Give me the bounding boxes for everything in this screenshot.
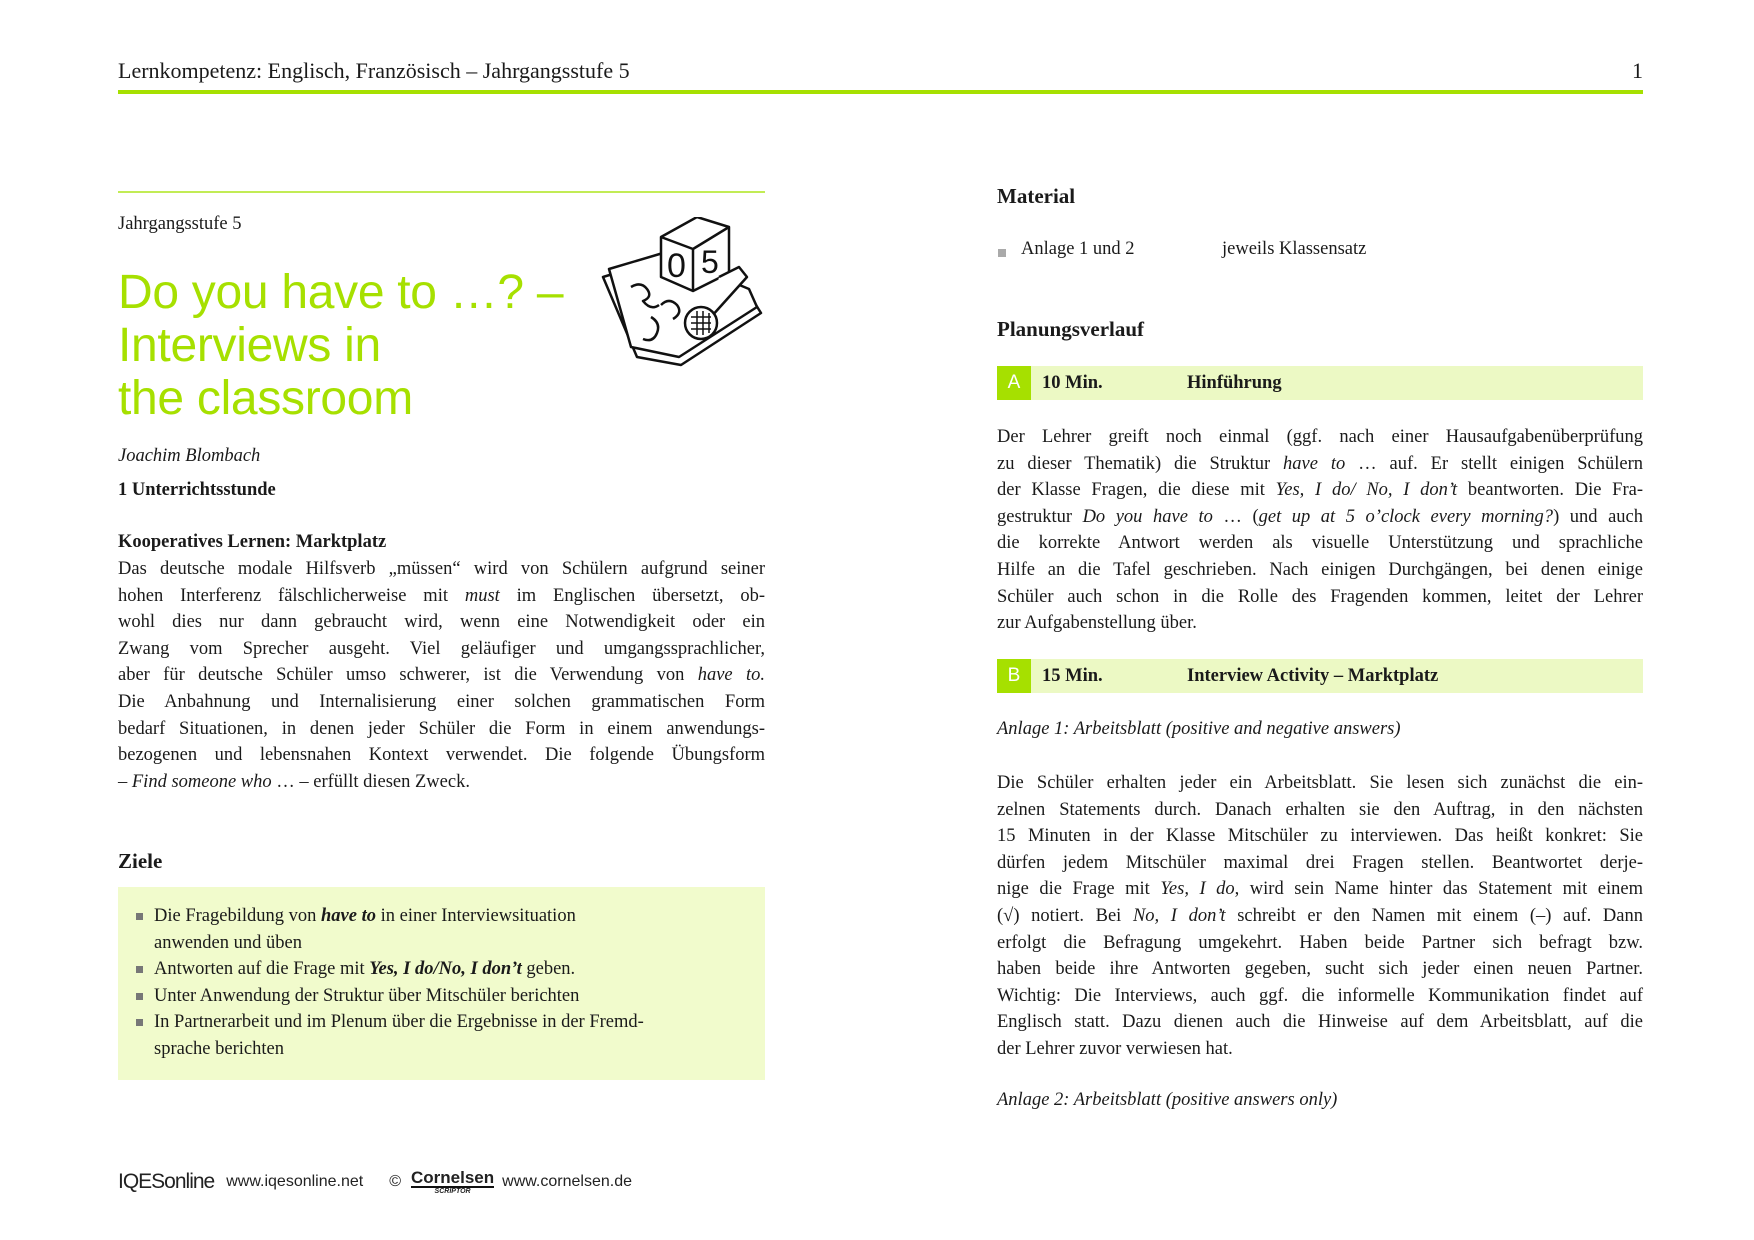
svg-text:0: 0 [667,247,686,285]
bullet-icon [136,993,143,1000]
text-segment: haben beide ihre Antworten gegeben, sucht sich jeder einen neuen Partner. [997,959,1643,980]
text-segment: wohl dies nur dann gebraucht wird, wenn eine Notwendigkeit oder ein [118,612,765,633]
text-segment: … ( [1212,506,1259,527]
material-item [997,239,1643,265]
text-segment: im Englischen übersetzt, ob- [499,585,766,606]
text-line [154,930,738,957]
text-segment: , wird sein Name hinter das Statement mit einem [1234,879,1643,900]
intro-paragraph [118,556,765,795]
text-segment: … auf. Er stellt einigen Schülern [1345,453,1643,474]
bullet-icon [136,966,143,973]
text-line [997,930,1643,957]
text-segment: Antworten auf die Frage mit [154,959,370,980]
text-segment: hohen Interferenz fälschlicherweise mit [118,585,465,606]
text-line [997,477,1643,504]
text-line [997,797,1643,824]
bullet-icon [998,249,1006,257]
text-line [118,716,765,743]
lesson-duration: 1 Unterrichtsstunde [118,480,276,500]
page-title [118,266,563,425]
text-segment: In Partnerarbeit und im Plenum über die Ergebnisse in der Fremd- [154,1012,644,1033]
emphasis-text: Do you have to [1082,506,1213,527]
text-segment: in einer Interviewsituation [375,906,576,926]
text-segment: zelnen Statements durch. Danach erhalten sie den Auftrag, in den nächsten [997,799,1643,820]
text-line [997,557,1643,584]
text-segment: sprache berichten [154,1038,284,1059]
emphasis-text: No, I don’t [1132,905,1226,926]
material-quantity: jeweils Klassensatz [1222,239,1367,259]
text-line [997,903,1643,930]
text-segment: bezogenen und lebensnahen Kontext verwendet. Die folgende Übungsform [118,745,765,766]
text-segment: Die Anbahnung und Internalisierung einer solchen grammatischen Form [118,691,765,712]
text-line [154,903,738,930]
title-line: Interviews in [118,319,381,372]
text-line [118,662,765,689]
text-line [997,876,1643,903]
text-segment: (√) notiert. Bei [997,905,1133,926]
goals-box [118,887,765,1080]
anlage-2-label: Anlage 2: Arbeitsblatt (positive answers only) [997,1090,1338,1110]
text-segment: der Klasse Fragen, die diese mit [997,480,1276,501]
emphasis-text: Find someone who [131,771,272,792]
text-segment: geben. [521,959,576,980]
text-line [997,823,1643,850]
text-segment: Hilfe an die Tafel geschrieben. Nach einigen Durchgängen, bei denen einige [997,559,1643,580]
text-line [997,983,1643,1010]
text-line [154,1036,738,1063]
cornelsen-link[interactable]: www.cornelsen.de [502,1173,632,1190]
goals-heading: Ziele [118,849,163,873]
emphasis-text: must [464,585,500,606]
text-line [118,636,765,663]
phase-badge: A [997,366,1031,400]
phase-a-bar [997,366,1643,400]
text-line [118,769,765,796]
text-segment: der Lehrer zuvor verwiesen hat. [997,1038,1233,1059]
bullet-icon [136,913,143,920]
text-line [997,770,1643,797]
text-segment: Zwang vom Sprecher ausgeht. Viel geläufiger und umgangssprachlicher, [118,638,765,659]
text-segment: Unter Anwendung der Struktur über Mitschüler berichten [154,985,580,1006]
goal-item [118,1009,738,1062]
anlage-1-label: Anlage 1: Arbeitsblatt (positive and negative answers) [997,719,1401,739]
text-segment: beantworten. Die Fra- [1457,480,1643,501]
cornelsen-logo [411,1169,494,1195]
phase-title: Hinführung [1187,373,1282,393]
text-line [997,956,1643,983]
phase-title: Interview Activity – Marktplatz [1187,666,1439,686]
text-segment: Schüler auch schon in die Rolle des Fragenden kommen, leitet der Lehrer [997,586,1643,607]
header-divider [118,90,1643,94]
text-line [154,983,738,1010]
phase-b-text [997,770,1643,1063]
svg-text:5: 5 [701,244,719,280]
cornelsen-logo-text: Cornelsen [411,1168,495,1187]
text-segment: zu dieser Thematik) die Struktur [997,453,1284,474]
phase-b-bar [997,659,1643,693]
text-line [997,1009,1643,1036]
text-segment: schreibt er den Namen mit einem (–) auf. Dann [1225,905,1643,926]
text-segment: aber für deutsche Schüler umso schwerer, ist die Verwendung von [118,665,698,686]
material-name: Anlage 1 und 2 [1021,239,1135,259]
text-line [118,556,765,583]
section-divider [118,191,765,193]
title-line: the classroom [118,372,413,425]
iqes-logo: IQESonline [118,1170,215,1193]
goal-item [118,903,738,956]
method-heading: Kooperatives Lernen: Marktplatz [118,532,387,552]
iqes-link[interactable]: www.iqesonline.net [226,1173,364,1190]
text-line [997,424,1643,451]
header-title: Lernkompetenz: Englisch, Französisch – Jahrgangsstufe 5 [118,58,630,83]
text-segment: – [118,771,132,792]
text-segment: die korrekte Antwort werden als visuelle Unterstützung und sprachliche [997,533,1643,554]
text-segment: zur Aufgabenstellung über. [997,613,1197,634]
page-number: 1 [1632,58,1643,83]
phase-time: 15 Min. [1042,666,1103,686]
emphasis-text: have to [1283,453,1346,474]
planning-heading: Planungsverlauf [997,317,1145,341]
text-segment: ) und auch [1553,506,1643,527]
text-segment: Die Schüler erhalten jeder ein Arbeitsblatt. Sie lesen sich zunächst die ein- [997,773,1643,793]
text-line [997,451,1643,478]
text-line [154,1009,738,1036]
author: Joachim Blombach [118,446,261,466]
text-segment: Die Fragebildung von [154,906,321,926]
text-line [997,850,1643,877]
grade-label: Jahrgangsstufe 5 [118,214,242,234]
text-line [154,956,738,983]
text-line [118,742,765,769]
text-segment: Englisch statt. Dazu dienen auch die Hinweise auf dem Arbeitsblatt, auf die [997,1012,1643,1033]
puzzle-cube-illustration-icon [601,217,767,367]
emphasis-text: Yes, I do/No, I don’t [369,959,522,980]
text-segment: … – erfüllt diesen Zweck. [271,771,470,792]
text-segment: 15 Minuten in der Klasse Mitschüler zu interviewen. Das heißt konkret: Sie [997,826,1643,847]
text-line [118,689,765,716]
text-segment: bedarf Situationen, in denen jeder Schüler die Form in einem anwendungs- [118,718,765,739]
cornelsen-logo-sub: SCRIPTOR [434,1188,471,1195]
emphasis-text: Yes, I do [1160,879,1235,900]
material-heading: Material [997,184,1076,208]
text-segment: Wichtig: Die Interviews, auch ggf. die informelle Kommunikation findet auf [997,985,1643,1006]
goal-item [118,983,738,1010]
text-line [997,504,1643,531]
bullet-icon [136,1019,143,1026]
goals-list [118,887,738,1063]
text-segment: anwenden und üben [154,932,302,953]
text-line [997,530,1643,557]
text-segment: erfolgt die Befragung umgekehrt. Haben beide Partner sich befragt bzw. [997,932,1643,953]
phase-time: 10 Min. [1042,373,1103,393]
text-segment: Der Lehrer greift noch einmal (ggf. nach einer Hausaufgabenüberprüfung [997,427,1643,447]
emphasis-text: get up at 5 o’clock every morning? [1258,506,1554,527]
text-segment: nige die Frage mit [997,879,1161,900]
emphasis-text: have to [321,906,376,926]
text-segment: gestruktur [997,506,1083,527]
goal-item [118,956,738,983]
phase-a-text [997,424,1643,637]
text-segment: dürfen jedem Mitschüler maximal drei Fragen stellen. Beantwortet derje- [997,852,1643,873]
footer [118,1168,632,1196]
text-line [118,609,765,636]
title-line: Do you have to …? – [118,266,564,319]
emphasis-text: have to. [697,665,765,686]
text-line [118,583,765,610]
copyright-symbol: © [389,1173,401,1190]
text-line [997,610,1643,637]
phase-badge: B [997,659,1031,693]
emphasis-text: Yes, I do/ No, I don’t [1275,480,1458,501]
text-line [997,1036,1643,1063]
text-line [997,584,1643,611]
text-segment: Das deutsche modale Hilfsverb „müssen“ wird von Schülern aufgrund seiner [118,559,765,579]
